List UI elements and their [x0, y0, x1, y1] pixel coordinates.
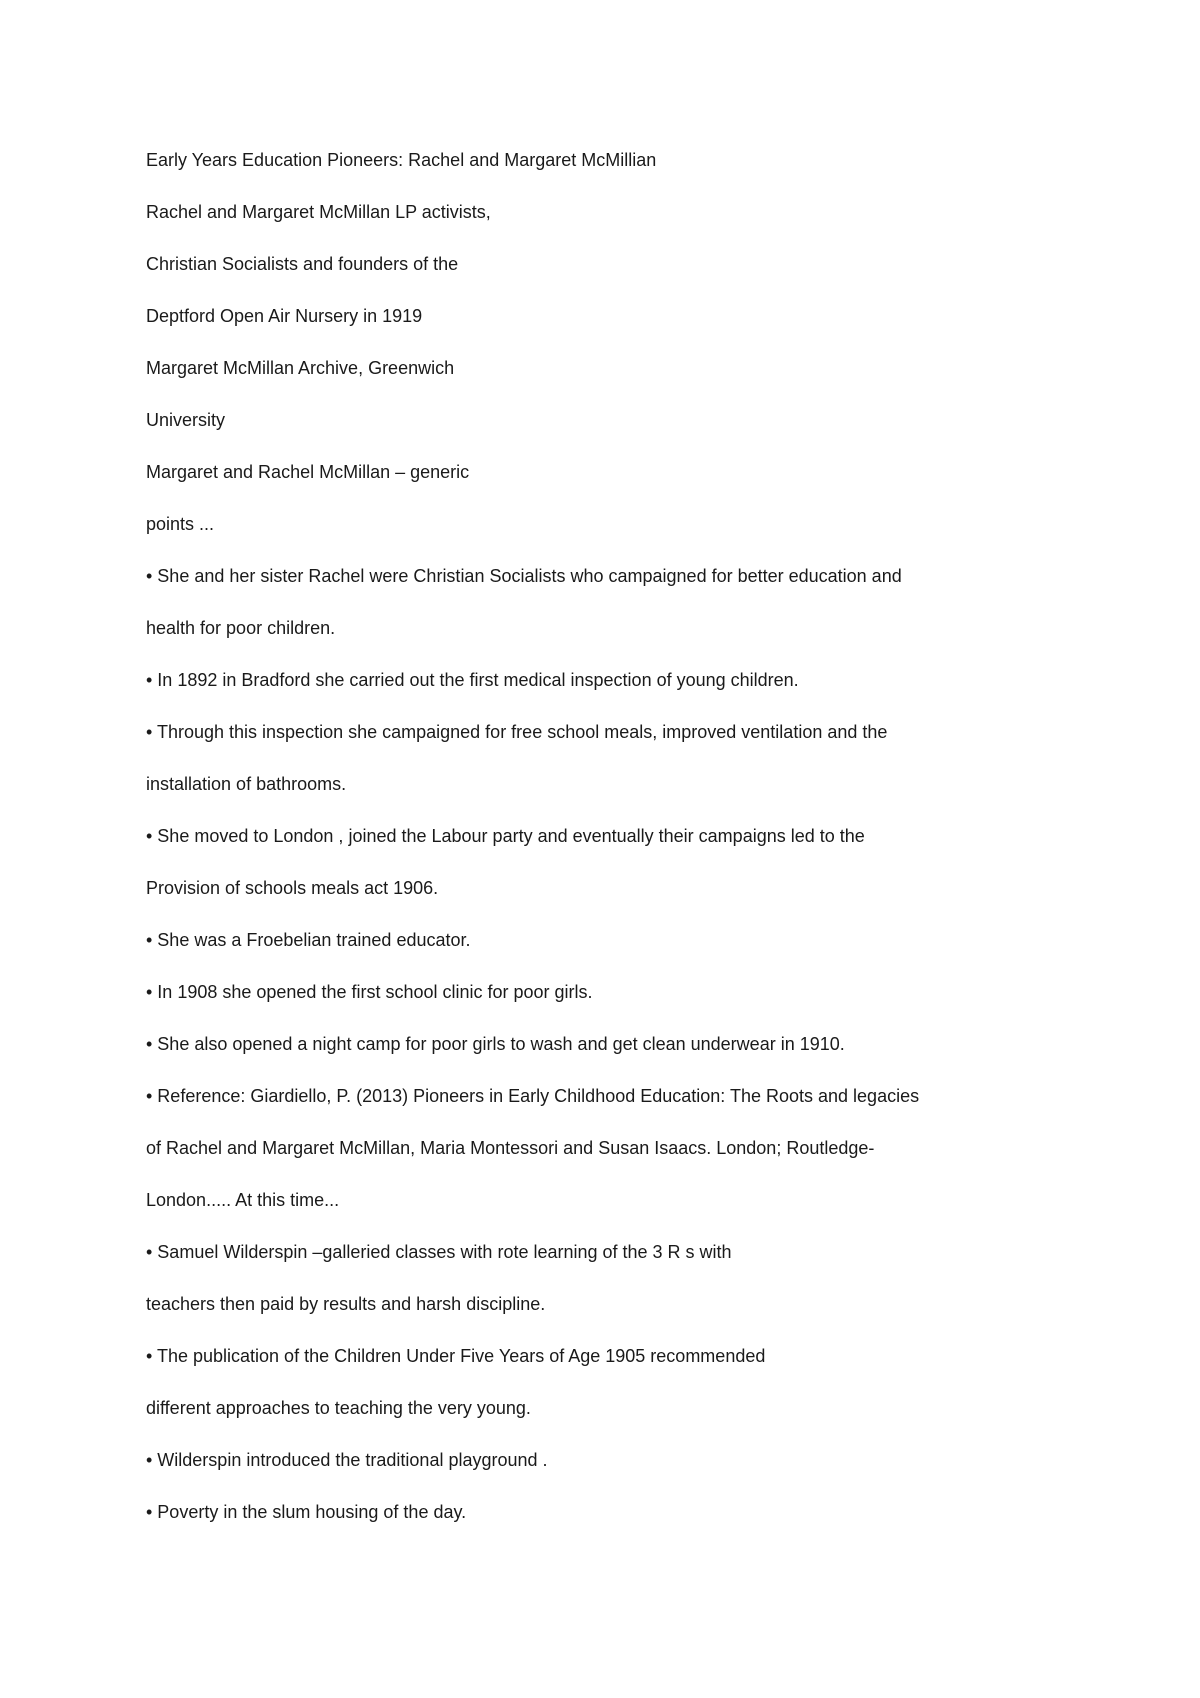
text-line: Rachel and Margaret McMillan LP activists,	[146, 202, 491, 222]
text-line: health for poor children.	[146, 618, 336, 638]
bullet-item: • She and her sister Rachel were Christian Socialists who campaigned for better education and	[146, 566, 902, 586]
text-line: Christian Socialists and founders of the	[146, 254, 459, 274]
bullet-item: • Reference: Giardiello, P. (2013) Pioneers in Early Childhood Education: The Roots and legacies	[146, 1086, 920, 1106]
document-title: Early Years Education Pioneers: Rachel and Margaret McMillian	[146, 150, 657, 170]
text-line: different approaches to teaching the very young.	[146, 1398, 531, 1418]
bullet-item: • Poverty in the slum housing of the day.	[146, 1502, 467, 1522]
bullet-item: • Wilderspin introduced the traditional playground .	[146, 1450, 548, 1470]
text-line: University	[146, 410, 226, 430]
text-line: of Rachel and Margaret McMillan, Maria Montessori and Susan Isaacs. London; Routledge-	[146, 1138, 875, 1158]
text-line: teachers then paid by results and harsh discipline.	[146, 1294, 546, 1314]
bullet-item: • She was a Froebelian trained educator.	[146, 930, 471, 950]
text-line: Provision of schools meals act 1906.	[146, 878, 439, 898]
bullet-item: • In 1892 in Bradford she carried out the first medical inspection of young children.	[146, 670, 799, 690]
bullet-item: • She moved to London , joined the Labour party and eventually their campaigns led to the	[146, 826, 865, 846]
text-line: London..... At this time...	[146, 1190, 340, 1210]
bullet-item: • Samuel Wilderspin –galleried classes with rote learning of the 3 R s with	[146, 1242, 732, 1262]
bullet-item: • She also opened a night camp for poor girls to wash and get clean underwear in 1910.	[146, 1034, 845, 1054]
text-line: points ...	[146, 514, 215, 534]
text-line: Margaret and Rachel McMillan – generic	[146, 462, 470, 482]
bullet-item: • Through this inspection she campaigned for free school meals, improved ventilation and the	[146, 722, 888, 742]
text-line: installation of bathrooms.	[146, 774, 347, 794]
text-line: Margaret McMillan Archive, Greenwich	[146, 358, 455, 378]
bullet-item: • In 1908 she opened the first school clinic for poor girls.	[146, 982, 593, 1002]
text-line: Deptford Open Air Nursery in 1919	[146, 306, 423, 326]
bullet-item: • The publication of the Children Under Five Years of Age 1905 recommended	[146, 1346, 766, 1366]
